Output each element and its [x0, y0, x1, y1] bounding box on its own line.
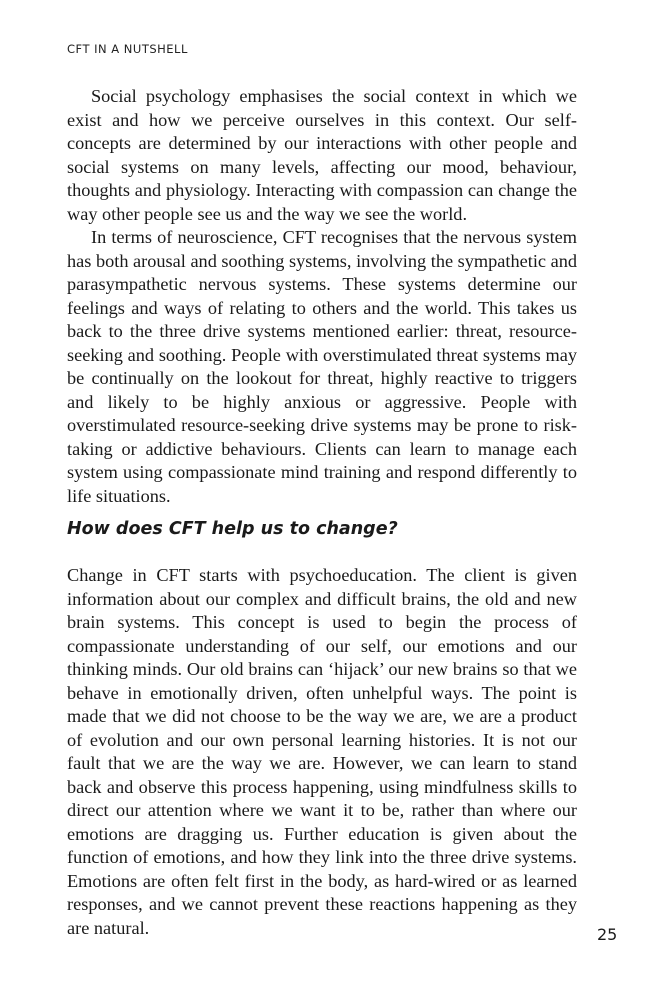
body-text-top: [67, 85, 577, 508]
section-heading: How does CFT help us to change?: [67, 519, 398, 539]
paragraph-social-psychology: Social psychology emphasises the social context in which we exist and how we perceive ourselves in this context. Our self-concepts are determined by our interactions with other people and social systems on many levels, affecting our mood, behaviour, thoughts and physiology. Interacting with compassion can change the way other people see us and the way we see the world.: [67, 86, 577, 224]
body-text-section: [67, 564, 577, 940]
paragraph-neuroscience: In terms of neuroscience, CFT recognises that the nervous system has both arousal and soothing systems, involving the sympathetic and parasympathetic nervous systems. These systems determine our feelings and ways of relating to others and the world. This takes us back to the three drive systems mentioned earlier: threat, resource-seeking and soothing. People with overstimulated threat systems may be continually on the lookout for threat, highly reactive to triggers and likely to be highly anxious or aggressive. People with overstimulated resource-seeking drive systems may be prone to risk-taking or addictive behaviours. Clients can learn to manage each system using compassionate mind training and respond differently to life situations.: [67, 227, 577, 506]
paragraph-change-in-cft: Change in CFT starts with psychoeducation. The client is given information about our complex and difficult brains, the old and new brain systems. This concept is used to begin the process of compassionate understanding of our self, our emotions and our thinking minds. Our old brains can ‘hijack’ our new brains so that we behave in emotionally driven, often unhelpful ways. The point is made that we did not choose to be the way we are, we are a product of evolution and our own personal learning histories. It is not our fault that we are the way we are. However, we can learn to stand back and observe this process happening, using mindfulness skills to direct our attention where we want it to be, rather than where our emotions are dragging us. Further education is given about the function of emotions, and how they link into the three drive systems. Emotions are often felt first in the body, as hard-wired or as learned responses, and we cannot prevent these reactions happening as they are natural.: [67, 565, 577, 938]
running-head: CFT IN A NUTSHELL: [67, 42, 188, 56]
page-number: 25: [597, 925, 618, 944]
